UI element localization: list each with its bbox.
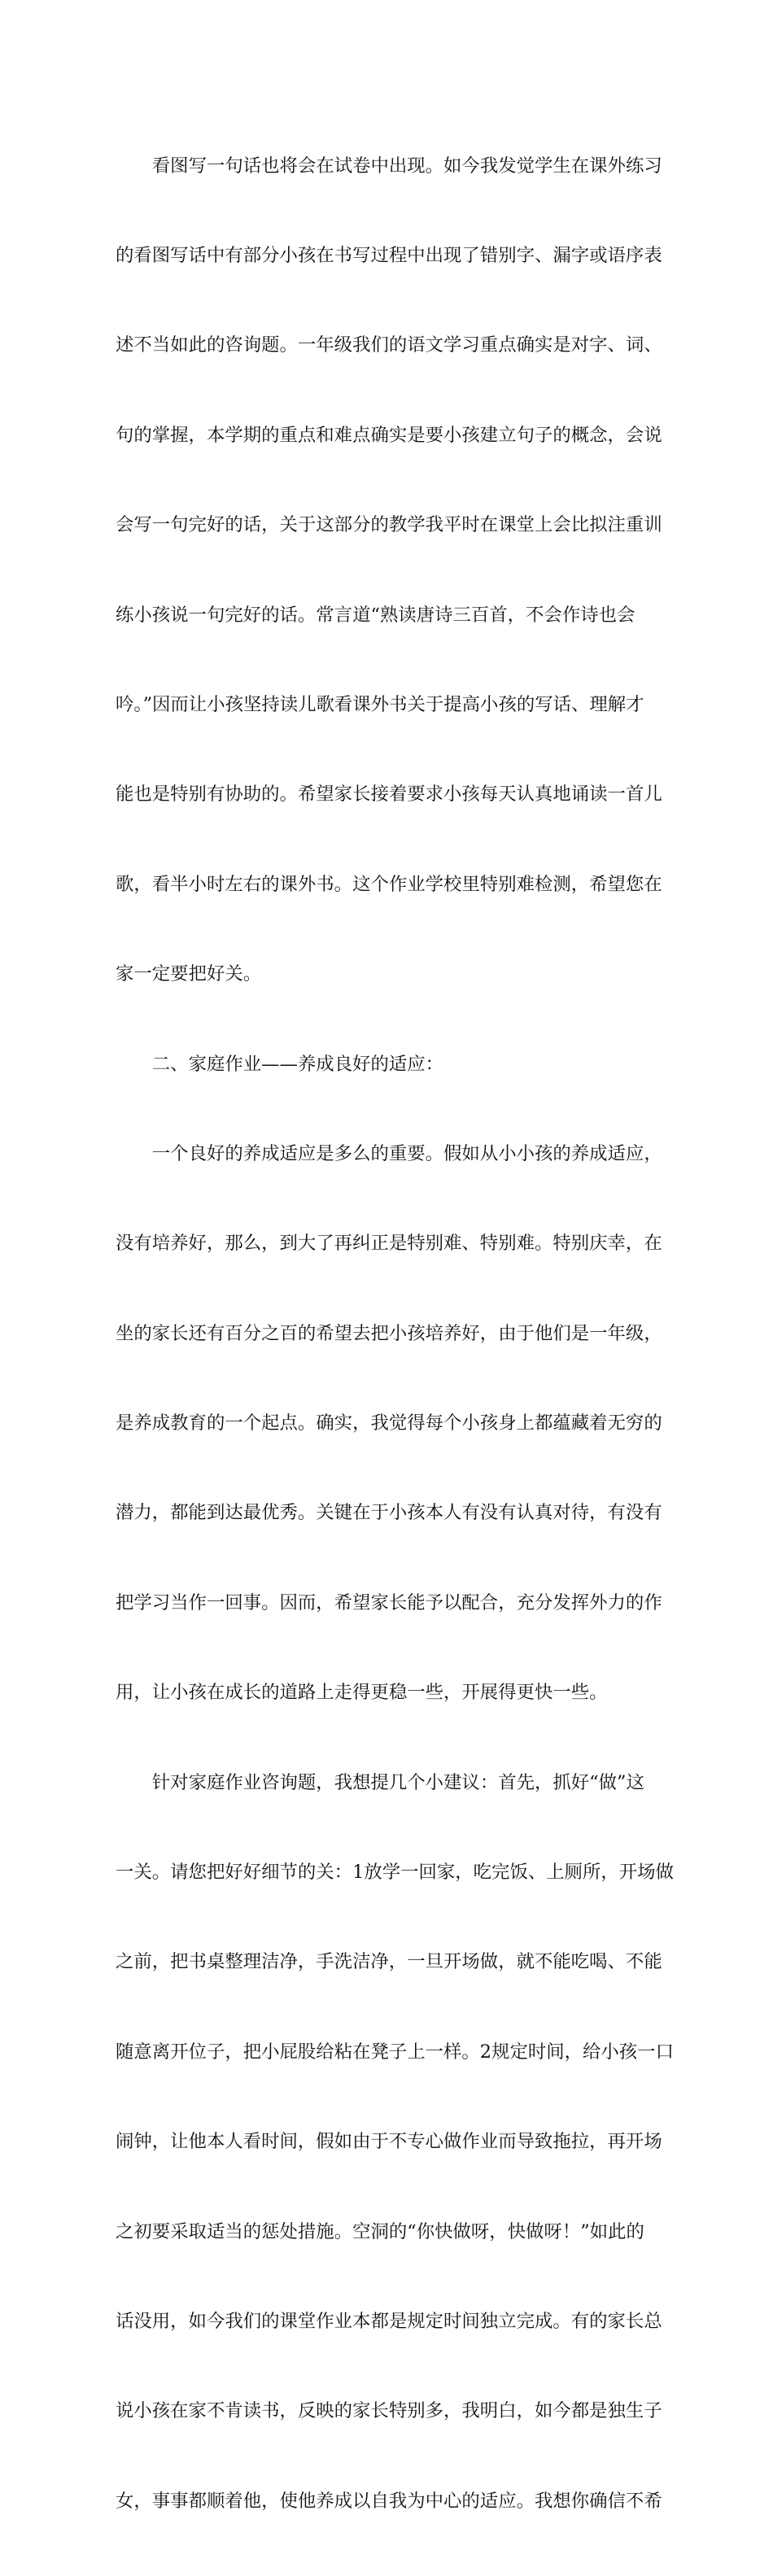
text-line: 一关。请您把好好细节的关：1放学一回家，吃完饭、上厕所，开场做 [116,1862,674,1884]
text-line: 歌，看半小时左右的课外书。这个作业学校里特别难检测，希望您在 [116,873,662,895]
text-line: 之前，把书桌整理洁净，手洗洁净，一旦开场做，就不能吃喝、不能 [116,1951,662,1973]
text-line: 的看图写话中有部分小孩在书写过程中出现了错别字、漏字或语序表 [116,244,662,266]
section-heading: 二、家庭作业——养成良好的适应： [151,1053,444,1075]
document-body [116,91,674,2576]
text-line: 家一定要把好关。 [116,963,262,985]
text-line: 是养成教育的一个起点。确实，我觉得每个小孩身上都蕴藏着无穷的 [116,1412,662,1434]
text-line: 随意离开位子，把小屁股给粘在凳子上一样。2规定时间，给小孩一口 [116,2041,674,2063]
text-line: 一个良好的养成适应是多么的重要。假如从小小孩的养成适应， [151,1142,662,1164]
text-line: 吟。”因而让小孩坚持读儿歌看课外书关于提高小孩的写话、理解才 [116,693,644,715]
text-line: 用，让小孩在成长的道路上走得更稳一些，开展得更快一些。 [116,1682,608,1704]
text-line: 句的掌握，本学期的重点和难点确实是要小孩建立句子的概念，会说 [116,424,662,446]
text-line: 看图写一句话也将会在试卷中出现。如今我发觉学生在课外练习 [151,155,662,177]
text-line: 述不当如此的咨询题。一年级我们的语文学习重点确实是对字、词、 [116,334,662,356]
text-line: 练小孩说一句完好的话。常言道“熟读唐诗三百首，不会作诗也会 [116,604,635,626]
text-line: 女，事事都顺着他，使他养成以自我为中心的适应。我想你确信不希 [116,2490,662,2512]
text-line: 把学习当作一回事。因而，希望家长能予以配合，充分发挥外力的作 [116,1591,662,1613]
text-line: 闹钟，让他本人看时间，假如由于不专心做作业而导致拖拉，再开场 [116,2131,662,2153]
text-line: 会写一句完好的话，关于这部分的教学我平时在课堂上会比拟注重训 [116,514,662,536]
text-line: 话没用，如今我们的课堂作业本都是规定时间独立完成。有的家长总 [116,2310,662,2332]
text-line: 针对家庭作业咨询题，我想提几个小建议：首先，抓好“做”这 [151,1771,644,1793]
text-line: 潜力，都能到达最优秀。关键在于小孩本人有没有认真对待，有没有 [116,1502,662,1524]
text-line: 坐的家长还有百分之百的希望去把小孩培养好，由于他们是一年级， [116,1322,662,1344]
text-line: 没有培养好，那么，到大了再纠正是特别难、特别难。特别庆幸，在 [116,1233,662,1255]
text-line: 之初要采取适当的惩处措施。空洞的“你快做呀，快做呀！”如此的 [116,2220,644,2242]
text-line: 能也是特别有协助的。希望家长接着要求小孩每天认真地诵读一首儿 [116,784,662,806]
text-line: 说小孩在家不肯读书，反映的家长特别多，我明白，如今都是独生子 [116,2400,662,2422]
